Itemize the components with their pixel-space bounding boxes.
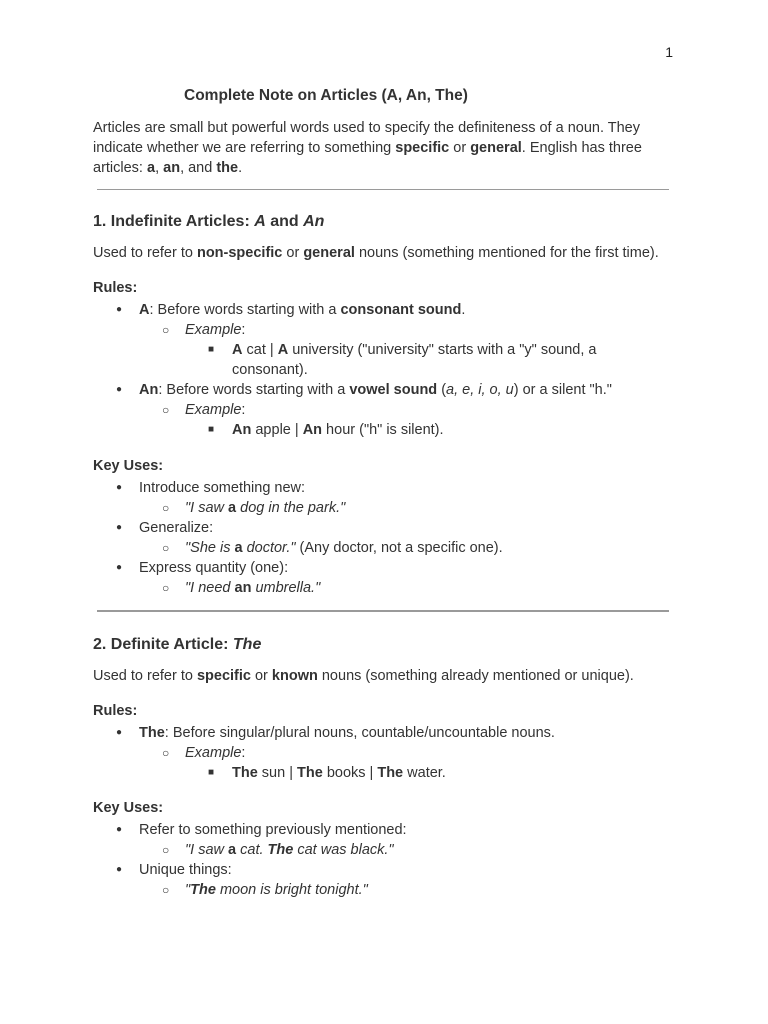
key-uses-label: Key Uses: bbox=[93, 800, 164, 816]
section-divider bbox=[97, 610, 669, 612]
section1-heading bbox=[93, 211, 673, 233]
use-example-text: "I need bbox=[185, 580, 235, 596]
use-example-text: cat. bbox=[236, 842, 268, 858]
rule-text: ( bbox=[437, 382, 447, 398]
example-bold: An bbox=[302, 422, 323, 438]
heading-text: 2. Definite Article: bbox=[93, 636, 233, 653]
example-colon: : bbox=[241, 322, 246, 338]
example-label-item bbox=[93, 320, 673, 340]
example-item bbox=[93, 340, 673, 380]
spacer bbox=[93, 783, 673, 798]
section-divider bbox=[97, 189, 669, 190]
example-label: Example bbox=[185, 322, 242, 338]
desc-bold: known bbox=[271, 668, 318, 684]
intro-paragraph bbox=[93, 118, 673, 178]
heading-italic: The bbox=[232, 636, 262, 653]
intro-bold: a bbox=[147, 160, 156, 176]
example-text: university ("university" starts with a "y" sound, a consonant). bbox=[232, 342, 597, 378]
use-example-text: " bbox=[185, 882, 191, 898]
intro-text: . bbox=[238, 160, 243, 176]
desc-bold: specific bbox=[196, 668, 251, 684]
use-example-bold: an bbox=[234, 580, 252, 596]
desc-bold: non-specific bbox=[196, 245, 283, 261]
desc-text: nouns (something mentioned for the first time). bbox=[354, 245, 659, 261]
use-example-text: moon is bright tonight." bbox=[215, 882, 368, 898]
use-example-note: (Any doctor, not a specific one). bbox=[295, 540, 503, 556]
intro-text: , and bbox=[180, 160, 217, 176]
desc-text: or bbox=[250, 668, 272, 684]
example-item bbox=[93, 763, 673, 783]
example-bold: An bbox=[232, 422, 252, 438]
use-example bbox=[93, 840, 673, 860]
key-uses-list bbox=[93, 478, 673, 598]
use-example-bold: The bbox=[267, 842, 294, 858]
spacer bbox=[93, 440, 673, 456]
page-number: 1 bbox=[665, 44, 673, 60]
intro-bold: the bbox=[216, 160, 239, 176]
heading-text: and bbox=[265, 213, 304, 230]
use-example bbox=[93, 498, 673, 518]
example-text: apple | bbox=[251, 422, 303, 438]
heading-italic: An bbox=[303, 213, 325, 230]
rule-bold: consonant sound bbox=[340, 302, 462, 318]
intro-text: Articles are small but powerful words used to specify the definiteness of a noun. They indicate whether we are referring to something bbox=[93, 120, 640, 156]
section2-heading bbox=[93, 634, 673, 656]
example-text: water. bbox=[403, 765, 446, 781]
example-item bbox=[93, 420, 673, 440]
rules-list bbox=[93, 723, 673, 783]
use-example-text: umbrella." bbox=[251, 580, 321, 596]
rule-bold: The bbox=[139, 725, 165, 741]
example-bold: The bbox=[297, 765, 323, 781]
rules-label: Rules: bbox=[93, 280, 138, 296]
rules-list bbox=[93, 300, 673, 440]
rule-bold: vowel sound bbox=[349, 382, 438, 398]
use-example bbox=[93, 578, 673, 598]
use-example-bold: a bbox=[228, 500, 237, 516]
rule-text: : Before words starting with a bbox=[158, 382, 350, 398]
use-example-text: dog in the park." bbox=[236, 500, 346, 516]
desc-text: Used to refer to bbox=[93, 668, 197, 684]
use-example-bold: a bbox=[234, 540, 243, 556]
use-example-text: "I saw bbox=[185, 842, 229, 858]
example-label: Example bbox=[185, 745, 242, 761]
use-example-text: "I saw bbox=[185, 500, 229, 516]
desc-text: nouns (something already mentioned or unique). bbox=[317, 668, 634, 684]
example-colon: : bbox=[241, 745, 246, 761]
example-bold: The bbox=[377, 765, 404, 781]
use-item: ● Introduce something new: bbox=[93, 478, 673, 498]
use-example-text: "She is bbox=[185, 540, 235, 556]
rule-text: : Before words starting with a bbox=[149, 302, 341, 318]
rule-text: . bbox=[461, 302, 466, 318]
desc-text: or bbox=[282, 245, 304, 261]
rule-bold: An bbox=[139, 382, 159, 398]
rule-italic: a, e, i, o, u bbox=[446, 382, 514, 398]
rule-bold: A bbox=[139, 302, 150, 318]
intro-text: , bbox=[155, 160, 164, 176]
rule-text: : Before singular/plural nouns, countable/uncountable nouns. bbox=[164, 725, 555, 741]
use-example-bold: The bbox=[190, 882, 216, 898]
use-example bbox=[93, 880, 673, 900]
desc-text: Used to refer to bbox=[93, 245, 197, 261]
rule-an bbox=[93, 380, 673, 400]
use-example-text: cat was black." bbox=[293, 842, 394, 858]
document-body bbox=[93, 86, 673, 900]
heading-italic: A bbox=[254, 213, 266, 230]
use-example bbox=[93, 538, 673, 558]
example-label-item bbox=[93, 400, 673, 420]
rule-a bbox=[93, 300, 673, 320]
example-text: cat | bbox=[242, 342, 278, 358]
example-text: hour ("h" is silent). bbox=[322, 422, 444, 438]
example-label-item bbox=[93, 743, 673, 763]
intro-bold: specific bbox=[395, 140, 450, 156]
intro-text: . English has three articles: bbox=[93, 140, 642, 176]
use-item: ● Unique things: bbox=[93, 860, 673, 880]
intro-text: or bbox=[449, 140, 471, 156]
use-example-bold: a bbox=[228, 842, 237, 858]
key-uses-list bbox=[93, 820, 673, 900]
example-bold: A bbox=[277, 342, 289, 358]
example-bold: The bbox=[232, 765, 258, 781]
use-example-text: doctor." bbox=[242, 540, 296, 556]
key-uses-label: Key Uses: bbox=[93, 458, 164, 474]
use-item: ● Generalize: bbox=[93, 518, 673, 538]
intro-bold: general bbox=[470, 140, 522, 156]
use-item: ● Express quantity (one): bbox=[93, 558, 673, 578]
heading-text: 1. Indefinite Articles: bbox=[93, 213, 255, 230]
section1-description bbox=[93, 243, 673, 263]
page-title: Complete Note on Articles (A, An, The) bbox=[184, 87, 468, 104]
desc-bold: general bbox=[303, 245, 355, 261]
example-text: sun | bbox=[257, 765, 298, 781]
rules-label: Rules: bbox=[93, 703, 138, 719]
example-text: books | bbox=[322, 765, 378, 781]
rule-text: ) or a silent "h." bbox=[513, 382, 612, 398]
use-item: ● Refer to something previously mentioned: bbox=[93, 820, 673, 840]
rule-the bbox=[93, 723, 673, 743]
spacer bbox=[93, 598, 673, 610]
intro-bold: an bbox=[163, 160, 181, 176]
example-label: Example bbox=[185, 402, 242, 418]
example-colon: : bbox=[241, 402, 246, 418]
section2-description bbox=[93, 666, 673, 686]
example-bold: A bbox=[232, 342, 243, 358]
